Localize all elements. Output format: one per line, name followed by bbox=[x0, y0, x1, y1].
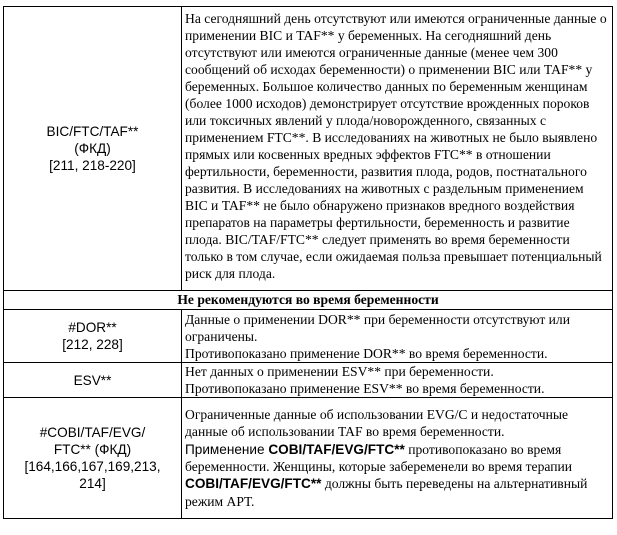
drug-description-cell bbox=[182, 398, 613, 519]
section-header-row bbox=[4, 291, 613, 310]
table-row bbox=[4, 310, 613, 363]
drug-name-bold-2: COBI/TAF/EVG/FTC** bbox=[185, 476, 322, 492]
drug-description: Ограниченные данные об использовании EVG/C и недостаточные данные об использовании TAF во время беременности. bbox=[185, 406, 569, 440]
text-middle: противопоказано во время беременности. Женщины, которые забеременели во время терапии bbox=[185, 441, 573, 474]
drug-name-cell bbox=[4, 310, 182, 363]
drug-name-bold: COBI/TAF/EVG/FTC** bbox=[268, 441, 405, 457]
text-prefix: Применение bbox=[185, 441, 269, 457]
drug-name-cell bbox=[4, 398, 182, 519]
table-row bbox=[4, 7, 613, 291]
pregnancy-drug-table bbox=[3, 6, 613, 519]
drug-name: BIC/FTC/TAF** bbox=[46, 124, 139, 139]
drug-contraindication: Противопоказано применение ESV** во время беременности. bbox=[185, 381, 545, 396]
drug-references: [164,166,167,169,213, bbox=[24, 459, 161, 474]
drug-name: #COBI/TAF/EVG/ bbox=[39, 425, 146, 440]
drug-references: [211, 218-220] bbox=[49, 158, 136, 173]
drug-description-cell bbox=[182, 7, 613, 291]
drug-contraindication: Противопоказано применение DOR** во время беременности. bbox=[185, 345, 548, 361]
drug-description-cell bbox=[182, 363, 613, 398]
drug-name: #DOR** bbox=[68, 320, 117, 335]
drug-name: ESV** bbox=[73, 372, 112, 388]
drug-name-cell bbox=[4, 7, 182, 291]
drug-description-cell bbox=[182, 310, 613, 363]
drug-references-cont: 214] bbox=[79, 476, 106, 491]
text-end: должны быть переведены на альтернативный режим АРТ. bbox=[185, 476, 588, 509]
drug-contraindication bbox=[185, 441, 609, 511]
drug-description: Нет данных о применении ESV** при беременности. bbox=[185, 364, 494, 379]
table-row bbox=[4, 398, 613, 519]
drug-form: FTC** (ФКД) bbox=[53, 442, 132, 457]
drug-name-cell bbox=[4, 363, 182, 398]
drug-description: На сегодняшний день отсутствуют или имеются ограниченные данные о применении BIC и TAF** у беременных. На сегодняшний день отсутствуют или имеются ограниченные данные (менее чем 300 сообщений об исходах беременности) о применении BIC или TAF** у беременных. Большое количество данных по беременным женщинам (более 1000 исходов) демонстрирует отсутствие врожденных пороков или токсичных явлений у плода/новорожденного, связанных с применением FTC**. В исследованиях на животных не было выявлено прямых или косвенных вредных эффектов FTC** в отношении фертильности, беременности, развития плода, родов, постнатального развития. В исследованиях на животных с раздельным применением BIC и TAF** не было обнаружено признаков вредного воздействия препаратов на параметры фертильности, беременность и развитие плода. BIC/TAF/FTC** следует применять во время беременности только в том случае, если ожидаемая польза превышает потенциальный риск для плода. bbox=[185, 11, 607, 281]
section-header: Не рекомендуются во время беременности bbox=[4, 291, 613, 310]
drug-references: [212, 228] bbox=[62, 337, 123, 352]
drug-description: Данные о применении DOR** при беременности отсутствуют или ограничены. bbox=[185, 311, 570, 344]
table-row bbox=[4, 363, 613, 398]
drug-form: (ФКД) bbox=[74, 141, 111, 156]
